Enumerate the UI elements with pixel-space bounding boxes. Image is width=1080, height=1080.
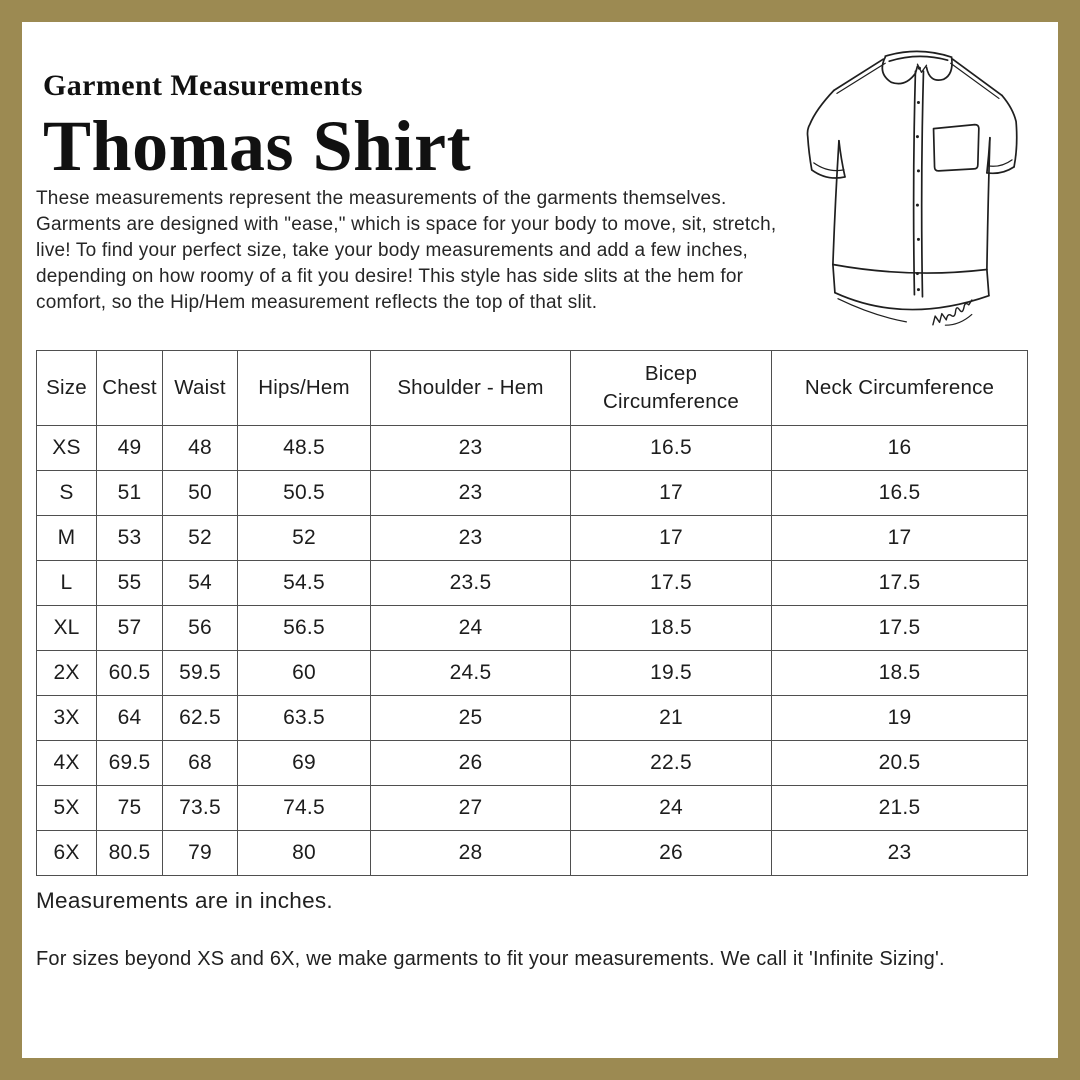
intro-paragraph: These measurements represent the measurements of the garments themselves. Garments are designed with "ease," which is space for your body to move, sit, stretch, live! To find your perfect size, take your body measurements and add a few inches, depending on how roomy of a fit you desire! This style has side slits at the hem for comfort, so the Hip/Hem measurement reflects the top of that slit. [36,188,777,313]
table-row-5x [37,786,1028,831]
measurement-cell: 52 [163,516,238,561]
page-title: Thomas Shirt [43,106,472,186]
measurement-cell: 57 [97,606,163,651]
table-row-2x [37,651,1028,696]
size-cell: 3X [37,696,97,741]
measurement-cell: 26 [371,741,571,786]
measurement-cell: 79 [163,831,238,876]
measurement-cell: 48 [163,426,238,471]
measurement-cell: 62.5 [163,696,238,741]
measurement-cell: 49 [97,426,163,471]
size-cell: M [37,516,97,561]
measurement-cell: 16 [772,426,1028,471]
measurement-cell: 73.5 [163,786,238,831]
measurement-cell: 60.5 [97,651,163,696]
infinite-sizing-note: For sizes beyond XS and 6X, we make garments to fit your measurements. We call it 'Infinite Sizing'. [36,948,945,970]
measurement-cell: 50 [163,471,238,516]
measurement-cell: 80 [238,831,371,876]
size-cell: 6X [37,831,97,876]
measurement-cell: 68 [163,741,238,786]
column-header-neck-circumference: Neck Circumference [772,351,1028,426]
measurement-cell: 24 [371,606,571,651]
measurement-cell: 18.5 [571,606,772,651]
table-row-l [37,561,1028,606]
table-row-4x [37,741,1028,786]
table-row-m [37,516,1028,561]
measurement-cell: 23 [371,426,571,471]
header-row [37,351,1028,426]
measurement-cell: 18.5 [772,651,1028,696]
size-cell: XL [37,606,97,651]
measurement-cell: 53 [97,516,163,561]
measurement-cell: 54.5 [238,561,371,606]
measurement-cell: 24 [571,786,772,831]
measurement-cell: 17.5 [571,561,772,606]
signature-scribble [930,300,976,329]
measurement-cell: 50.5 [238,471,371,516]
measurement-cell: 17 [571,516,772,561]
measurement-cell: 63.5 [238,696,371,741]
column-header-chest: Chest [97,351,163,426]
column-header-size: Size [37,351,97,426]
measurement-card [22,22,1058,1058]
button-placket [914,71,916,294]
measurement-cell: 26 [571,831,772,876]
column-header-bicep-circumference: Bicep Circumference [571,351,772,426]
measurement-cell: 17 [772,516,1028,561]
size-cell: 4X [37,741,97,786]
size-cell: XS [37,426,97,471]
measurement-cell: 19.5 [571,651,772,696]
size-cell: 5X [37,786,97,831]
measurement-cell: 64 [97,696,163,741]
chest-pocket [934,125,979,171]
measurement-cell: 59.5 [163,651,238,696]
measurement-cell: 51 [97,471,163,516]
measurement-cell: 17.5 [772,561,1028,606]
column-header-waist: Waist [163,351,238,426]
size-cell: 2X [37,651,97,696]
measurement-cell: 55 [97,561,163,606]
measurement-cell: 69 [238,741,371,786]
measurement-cell: 56 [163,606,238,651]
table-row-s [37,471,1028,516]
measurement-cell: 16.5 [772,471,1028,516]
measurement-cell: 23 [371,516,571,561]
measurement-cell: 56.5 [238,606,371,651]
table-row-xl [37,606,1028,651]
measurement-cell: 52 [238,516,371,561]
measurement-cell: 23.5 [371,561,571,606]
measurement-cell: 20.5 [772,741,1028,786]
size-cell: S [37,471,97,516]
measurement-cell: 23 [772,831,1028,876]
measurement-cell: 60 [238,651,371,696]
measurement-cell: 24.5 [371,651,571,696]
measurement-cell: 25 [371,696,571,741]
measurement-cell: 19 [772,696,1028,741]
column-header-shoulder-hem: Shoulder - Hem [371,351,571,426]
shirt-illustration [792,30,1058,342]
measurement-cell: 22.5 [571,741,772,786]
measurement-cell: 27 [371,786,571,831]
measurement-cell: 21.5 [772,786,1028,831]
measurement-cell: 80.5 [97,831,163,876]
measurement-cell: 75 [97,786,163,831]
measurement-cell: 74.5 [238,786,371,831]
table-row-xs [37,426,1028,471]
column-header-hips-hem: Hips/Hem [238,351,371,426]
measurement-cell: 17 [571,471,772,516]
unit-note: Measurements are in inches. [36,888,333,913]
measurement-cell: 21 [571,696,772,741]
measurement-cell: 54 [163,561,238,606]
measurement-cell: 17.5 [772,606,1028,651]
table-row-3x [37,696,1028,741]
table-row-6x [37,831,1028,876]
measurement-cell: 69.5 [97,741,163,786]
measurement-cell: 48.5 [238,426,371,471]
eyebrow-heading: Garment Measurements [43,69,363,102]
measurement-cell: 16.5 [571,426,772,471]
size-cell: L [37,561,97,606]
measurement-cell: 28 [371,831,571,876]
measurement-cell: 23 [371,471,571,516]
buttons [916,67,921,291]
size-table [36,350,1028,876]
